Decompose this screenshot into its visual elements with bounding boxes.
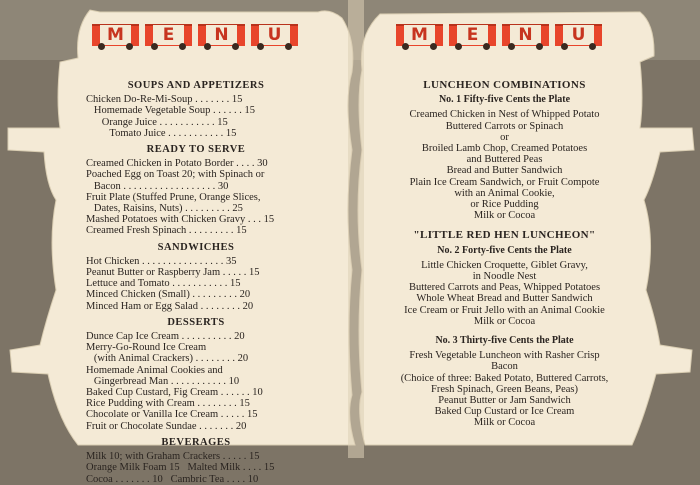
train-car-u: [251, 20, 298, 50]
plate-3-line: (Choice of three: Baked Potato, Buttered Carrots,: [400, 372, 609, 384]
plate-1-line: Creamed Chicken in Nest of Whipped Potato: [409, 109, 600, 121]
menu-item: Merry-Go-Round Ice Cream: [86, 342, 207, 354]
menu-item: Tomato Juice . . . . . . . . . . . 15: [86, 127, 237, 139]
plate-1-line: Broiled Lamb Chop, Creamed Potatoes: [421, 143, 588, 155]
banner-letter: U: [259, 25, 290, 45]
banner-letter: U: [563, 25, 594, 45]
section-heading-ready-to-serve: READY TO SERVE: [146, 144, 246, 156]
menu-item: Creamed Chicken in Potato Border . . . . 30: [86, 158, 268, 170]
banner-letter: M: [404, 25, 435, 45]
menu-item: Baked Cup Custard, Fig Cream . . . . . . 10: [86, 387, 263, 399]
right-menu-column: [397, 80, 612, 429]
train-car-m: [92, 20, 139, 50]
plate-2-line: Milk or Cocoa: [473, 315, 536, 327]
train-car-u: [555, 20, 602, 50]
banner-letter: N: [510, 25, 541, 45]
plate-1-line: Plain Ice Cream Sandwich, or Fruit Compote: [409, 176, 600, 188]
plate-2-line: Little Chicken Croquette, Giblet Gravy,: [421, 259, 588, 271]
menu-item: Chicken Do-Re-Mi-Soup . . . . . . . 15: [86, 94, 243, 106]
plate-3-line: Baked Cup Custard or Ice Cream: [434, 406, 575, 418]
banner-letter: M: [100, 25, 131, 45]
menu-item: Minced Chicken (Small) . . . . . . . . . 20: [86, 289, 251, 301]
plate-2-line: Ice Cream or Fruit Jello with an Animal Cookie: [404, 304, 605, 316]
plate-1-line: with an Animal Cookie,: [454, 187, 555, 199]
menu-item: Fruit Plate (Stuffed Prune, Orange Slices,: [86, 191, 261, 203]
plate-3-subtitle: No. 3 Thirty-five Cents the Plate: [435, 335, 574, 347]
menu-item: Milk 10; with Graham Crackers . . . . . 15: [86, 451, 260, 463]
menu-item: Homemade Vegetable Soup . . . . . . 15: [86, 105, 255, 117]
train-car-n: [502, 20, 549, 50]
plate-1-line: or Rice Pudding: [470, 199, 539, 211]
menu-item: Orange Juice . . . . . . . . . . . 15: [86, 116, 228, 128]
plate-3-line: Fresh Vegetable Luncheon with Rasher Crisp: [409, 350, 600, 362]
plate-3-line: Peanut Butter or Jam Sandwich: [438, 395, 571, 407]
plate-3-line: Fresh Spinach, Green Beans, Peas): [431, 383, 578, 395]
banner-letter: E: [457, 25, 488, 45]
menu-item: Dunce Cap Ice Cream . . . . . . . . . . 20: [86, 331, 245, 343]
menu-item: Lettuce and Tomato . . . . . . . . . . . 15: [86, 278, 241, 290]
banner-letter: N: [206, 25, 237, 45]
section-heading-beverages: BEVERAGES: [161, 436, 231, 448]
menu-item: Cocoa . . . . . . . 10 Cambric Tea . . . . 10: [86, 473, 259, 485]
plate-2-line: Whole Wheat Bread and Butter Sandwich: [416, 293, 593, 305]
plate-1-subtitle: No. 1 Fifty-five Cents the Plate: [438, 94, 571, 106]
luncheon-combinations-title: LUNCHEON COMBINATIONS: [423, 79, 586, 91]
menu-item: Hot Chicken . . . . . . . . . . . . . . . . 35: [86, 255, 237, 267]
menu-item: Creamed Fresh Spinach . . . . . . . . . 15: [86, 225, 247, 237]
menu-item: Poached Egg on Toast 20; with Spinach or: [86, 169, 265, 181]
left-menu-train-banner: [92, 18, 304, 50]
menu-item: Dates, Raisins, Nuts) . . . . . . . . . 25: [86, 203, 243, 215]
menu-item: Mashed Potatoes with Chicken Gravy . . . 15: [86, 214, 275, 226]
plate-2-subtitle: No. 2 Forty-five Cents the Plate: [437, 244, 572, 256]
menu-item: Homemade Animal Cookies and: [86, 364, 223, 376]
train-car-e: [449, 20, 496, 50]
menu-item: Rice Pudding with Cream . . . . . . . . 15: [86, 398, 250, 410]
section-heading-soups: SOUPS AND APPETIZERS: [127, 80, 265, 91]
menu-item: Chocolate or Vanilla Ice Cream . . . . . 15: [86, 409, 258, 421]
menu-item: Orange Milk Foam 15 Malted Milk . . . . 15: [86, 462, 275, 474]
plate-3-line: Bacon: [491, 361, 518, 373]
plate-1-line: or: [500, 131, 509, 143]
menu-item: Minced Ham or Egg Salad . . . . . . . . 20: [86, 300, 254, 312]
train-car-n: [198, 20, 245, 50]
plate-1-line: Buttered Carrots or Spinach: [445, 120, 564, 132]
section-heading-desserts: DESSERTS: [167, 316, 225, 328]
banner-letter: E: [153, 25, 184, 45]
menu-item: Fruit or Chocolate Sundae . . . . . . . 20: [86, 420, 247, 432]
plate-2-line: Buttered Carrots and Peas, Whipped Potatoes: [408, 282, 601, 294]
section-heading-sandwiches: SANDWICHES: [157, 241, 235, 253]
train-car-m: [396, 20, 443, 50]
train-car-e: [145, 20, 192, 50]
plate-2-line: in Noodle Nest: [472, 271, 537, 283]
right-menu-train-banner: [396, 18, 608, 50]
menu-item: Bacon . . . . . . . . . . . . . . . . . . 30: [86, 180, 229, 192]
plate-1-line: Milk or Cocoa: [473, 210, 536, 222]
left-menu-column: [86, 80, 306, 485]
menu-item: (with Animal Crackers) . . . . . . . . 20: [86, 353, 249, 365]
menu-item: Gingerbread Man . . . . . . . . . . . 10: [86, 375, 240, 387]
menu-item: Peanut Butter or Raspberry Jam . . . . . 15: [86, 267, 260, 279]
plate-1-line: and Buttered Peas: [466, 154, 543, 166]
plate-1-line: Bread and Butter Sandwich: [446, 165, 563, 177]
little-red-hen-title: "LITTLE RED HEN LUNCHEON": [413, 229, 596, 242]
plate-3-line: Milk or Cocoa: [473, 417, 536, 429]
